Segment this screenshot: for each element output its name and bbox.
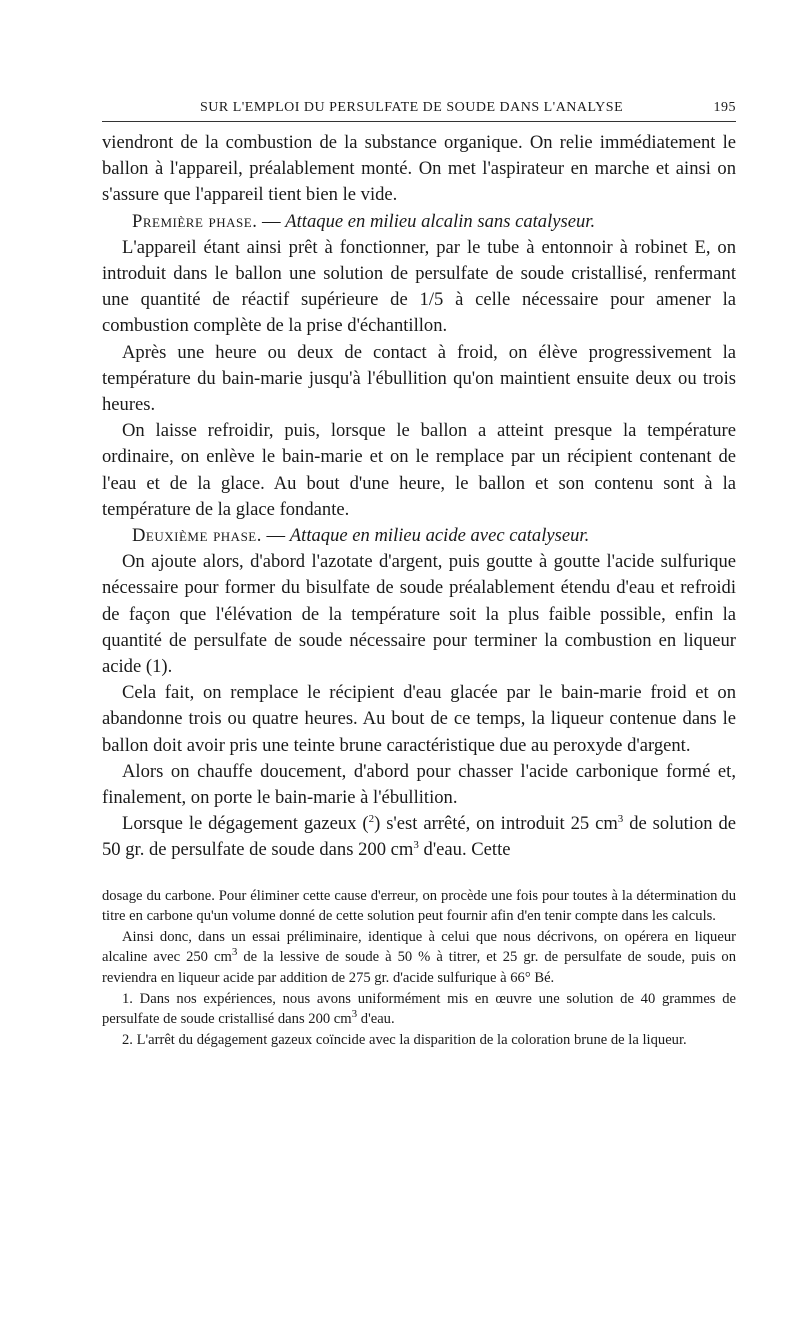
- paragraph-2: L'appareil étant ainsi prêt à fonctionner, par le tube à entonnoir à robinet E, on introduit dans le ballon une solution de persulfate de soude cristallisé, renfermant une quantité de réactif supérieure de 1/5 à celle nécessaire pour amener la combustion complète de la prise d'échantillon.: [102, 236, 736, 337]
- paragraph-8-part: de solution de 50 gr. de persulfate de soude dans 200 cm: [102, 813, 737, 861]
- running-title: SUR L'EMPLOI DU PERSULFATE DE SOUDE DANS L'ANALYSE: [200, 100, 624, 115]
- superscript: 3: [351, 1008, 358, 1021]
- page-number: 195: [713, 100, 736, 115]
- paragraph-7: Alors on chauffe doucement, d'abord pour chasser l'acide carbonique formé et, finalement, on porte le bain-marie à l'ébullition.: [102, 760, 736, 809]
- paragraph-5: [102, 549, 736, 680]
- book-page: [102, 100, 736, 1050]
- paragraph-5-text: On ajoute alors, d'abord l'azotate d'argent, puis goutte à goutte l'acide sulfurique nécessaire pour former du bisulfate de soude préalablement étendu d'eau et refroidi de façon que l'élévation de la température soit la plus faible possible, enfin la quantité de persulfate de soude nécessaire pour terminer la combustion en liqueur acide: [102, 551, 736, 678]
- footnote-part: 1. Dans nos expériences, nous avons uniformément mis en œuvre une solution de 40 grammes de persulfate de soude cristallisé dans 200 cm: [102, 990, 736, 1028]
- superscript: 3: [617, 813, 624, 826]
- section-heading-2: [102, 523, 736, 549]
- section-dash: —: [262, 210, 281, 232]
- paragraph-3: Après une heure ou deux de contact à froid, on élève progressivement la température du bain-marie jusqu'à l'ébullition qu'on maintient ensuite deux ou trois heures.: [102, 341, 736, 416]
- paragraph-4: On laisse refroidir, puis, lorsque le ballon a atteint presque la température ordinaire, on enlève le bain-marie et on le remplace par un récipient contenant de l'eau et de la glace. Au bout d'une heure, le ballon et son contenu sont à la température de la glace fondante.: [102, 420, 736, 520]
- paragraph-8-part: Lorsque le dégagement gazeux: [122, 813, 357, 835]
- footnotes: [102, 886, 736, 1051]
- superscript: 3: [413, 839, 419, 852]
- main-text: [102, 130, 736, 864]
- section-dash: —: [266, 525, 286, 547]
- footnote-part: de la lessive de soude à 50 % à titrer, et 25 gr. de persulfate de soude, puis on reviendra en liqueur acide par addition de 275 gr. d'acide sulfurique à 66° Bé.: [102, 949, 737, 987]
- footnote-ref-1: (1).: [145, 656, 173, 678]
- footnote-part: Ainsi donc, dans un essai préliminaire, identique à celui que nous décrivons, on opérera en liqueur alcaline avec 250 cm: [102, 928, 736, 966]
- footnote-ref-2: 2: [368, 813, 375, 826]
- paragraph-1: viendront de la combustion de la substance organique. On relie immédiatement le ballon à l'appareil, préalablement monté. On met l'aspirateur en marche et ainsi on s'assure que l'appareil tient bien le vide.: [102, 132, 736, 206]
- section-label: Deuxième phase.: [132, 525, 262, 547]
- section-heading-1: [102, 209, 736, 235]
- paragraph-6: Cela fait, on remplace le récipient d'eau glacée par le bain-marie froid et on abandonne trois ou quatre heures. Au bout de ce temps, la liqueur contenue dans le ballon doit avoir pris une teinte brune caractéristique due au peroxyde d'argent.: [102, 682, 736, 756]
- paragraph-8-part: s'est arrêté, on introduit 25 cm: [386, 813, 618, 835]
- paragraph-8-part: d'eau. Cette: [423, 839, 511, 861]
- footnote-continued: dosage du carbone. Pour éliminer cette cause d'erreur, on procède une fois pour toutes à la détermination du titre en carbone qu'un volume donné de cette solution peut fournir afin d'en tenir compte dans les calculs.: [102, 887, 736, 925]
- footnote-continued-2: [102, 927, 736, 989]
- section-label: Première phase.: [132, 210, 258, 232]
- footnote-2: 2. L'arrêt du dégagement gazeux coïncide avec la disparition de la coloration brune de la liqueur.: [122, 1031, 687, 1048]
- paragraph-8: Lorsque le dégagement gazeux ($^2$) s'est arrêté, on introduit 25 $cm^3$ de solution de 50 gr. de persulfate de soude dans 200 $cm^3$ d'eau. Cette: [102, 813, 737, 861]
- footnote-1: [102, 989, 736, 1030]
- section-title: Attaque en milieu acide avec catalyseur.: [289, 525, 590, 547]
- superscript: 3: [231, 946, 238, 959]
- section-title: Attaque en milieu alcalin sans catalyseur.: [285, 210, 596, 232]
- footnote-part: d'eau.: [360, 1011, 395, 1028]
- running-head: [102, 100, 736, 122]
